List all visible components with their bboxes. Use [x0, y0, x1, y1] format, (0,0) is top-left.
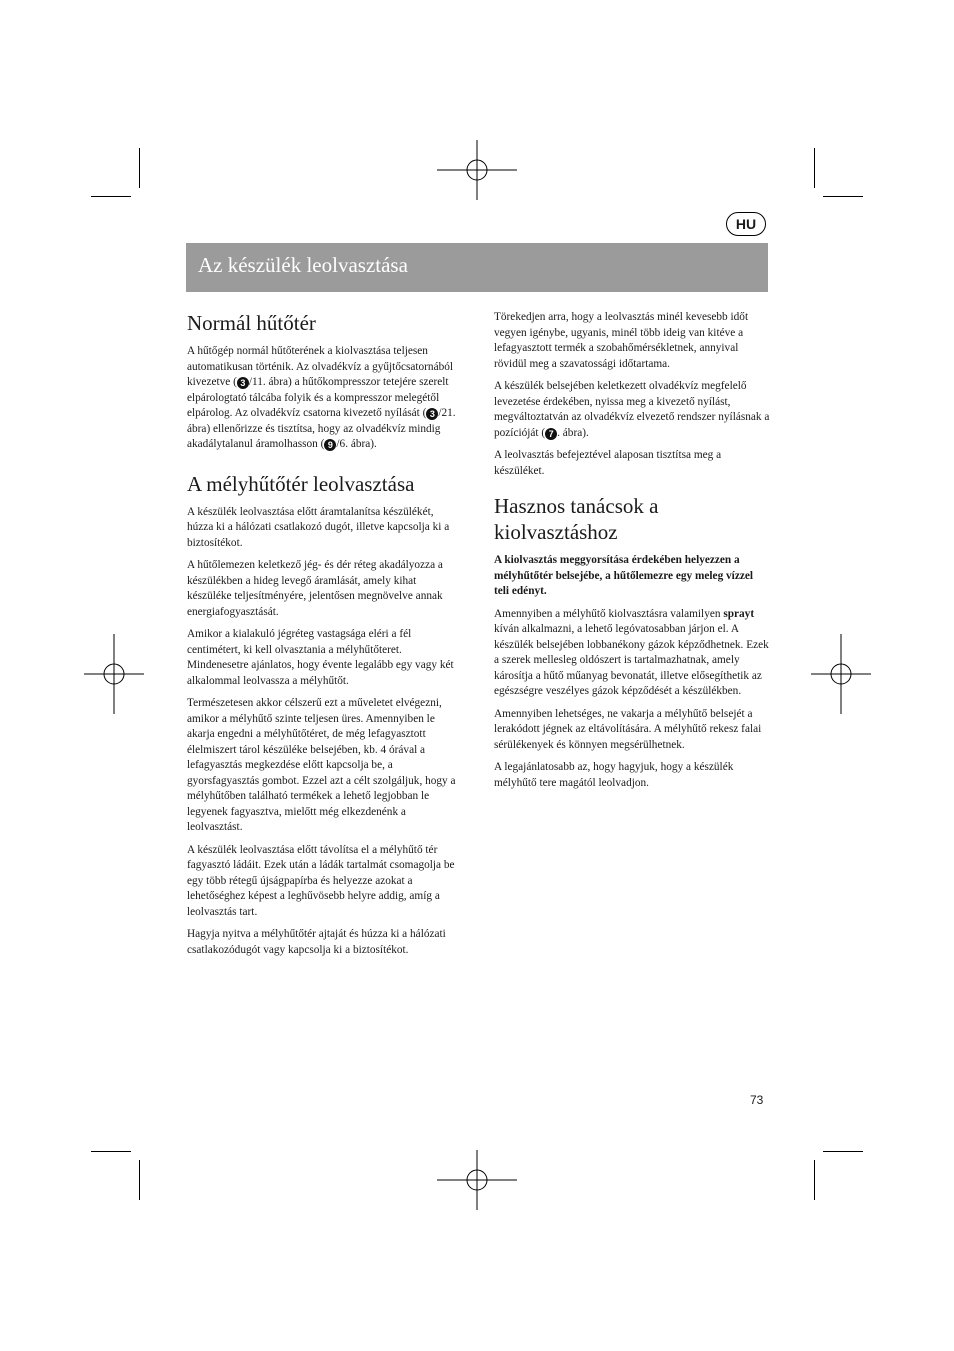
paragraph: [494, 607, 770, 700]
figure-number-icon: 7: [545, 428, 557, 440]
text: /11. ábra) a hűtőkompresszor tetejére szerelt elpárologtató tálcába folyik és a kompresszor melegétől elpárolog. Az olvadékvíz csatorna kivezető nyílását (: [187, 376, 449, 419]
text: /6. ábra).: [336, 438, 377, 450]
crop-mark: [814, 1160, 815, 1200]
text: . ábra).: [557, 426, 589, 439]
crop-mark: [91, 1151, 131, 1152]
left-column: [187, 310, 459, 965]
registration-mark-icon: [437, 130, 517, 210]
figure-number-icon: 9: [324, 439, 336, 451]
page-number: 73: [750, 1093, 764, 1107]
section-banner: [186, 243, 768, 292]
crop-mark: [823, 196, 863, 197]
text: A készülék belsejében keletkezett olvadékvíz megfelelő levezetése érdekében, nyissa meg a kivezető nyílást, megváltoztatván az olvadékvíz elvezető rendszer nyílásnak a pozícióját (: [494, 380, 770, 439]
paragraph: A hűtőlemezen keletkező jég- és dér réteg akadályozza a készülékben a hideg levegő áramlását, amely kihat készüléke teljesítményére, jelentősen megnövelve annak energiafogyasztását.: [187, 559, 443, 618]
paragraph: Természetesen akkor célszerű ezt a műveletet elvégezni, amikor a mélyhűtő szinte teljesen üres. Amennyiben le akarja engedni a mélyhűtőtéret, de még lefagyasztott élelmiszert tárol készüléke belsejében, kb. 4 órával a lefagyasztás megkezdése előtt kapcsolja be, a gyorsfagyasztás gombot. Ezzel azt a célt szolgáljuk, hogy a mélyhűtőben található termékek a lehető legjobban le legyenek fagyasztva, mielőtt még elkezdenénk a leolvasztást.: [187, 697, 456, 833]
heading-defrost-tips: Hasznos tanácsok a kiolvasztáshoz: [494, 494, 659, 544]
crop-mark: [139, 1160, 140, 1200]
paragraph: [187, 344, 459, 453]
crop-mark: [814, 148, 815, 188]
paragraph: A legajánlatosabb az, hogy hagyjuk, hogy a készülék mélyhűtő tere magától leolvadjon.: [494, 761, 734, 789]
paragraph: Amennyiben lehetséges, ne vakarja a mélyhűtő belsejét a lerakódott jégnek az eltávolítására. A mélyhűtő rekesz falai sérülékenyek és könnyen megsérülhetnek.: [494, 707, 762, 751]
paragraph: A készülék leolvasztása előtt távolítsa el a mélyhűtő tér fagyasztó ládáit. Ezek után a ládák tartalmát csomagolja be egy több rétegű újságpapírba és helyezze azokat a lehetőséghez képest a leghűvösebb helyre addig, amíg a leolvasztás tart.: [187, 843, 455, 918]
text: kíván alkalmazni, a lehető legóvatosabban járjon el. A készülék belsejében lobbanékony gázok képződhetnek. Ezek a szerek mellesleg oldószert is tartalmazhatnak, amely károsítja a hűtő műanyag bevonatát, illetve elősegíthetik az egészségre veszélyes gázok képződését a készülékben.: [494, 623, 769, 697]
heading-freezer-defrost: A mélyhűtőtér leolvasztása: [187, 471, 415, 496]
paragraph: A leolvasztás befejeztével alaposan tisztítsa meg a készüléket.: [494, 449, 722, 477]
paragraph: Törekedjen arra, hogy a leolvasztás minél kevesebb időt vegyen igénybe, ugyanis, minél több ideig van kitéve a lefagyasztott termék a szobahőmérsékletnek, annyival rövidül meg a szavatossági időtartama.: [494, 311, 749, 370]
heading-normal-fridge: Normál hűtőtér: [187, 311, 316, 335]
crop-mark: [823, 1151, 863, 1152]
registration-mark-icon: [437, 1140, 517, 1220]
registration-mark-icon: [801, 634, 881, 714]
page-title: Az készülék leolvasztása: [198, 253, 408, 277]
language-badge: HU: [726, 212, 766, 236]
paragraph: Hagyja nyitva a mélyhűtőtér ajtaját és húzza ki a hálózati csatlakozódugót vagy kapcsolja ki a biztosítékot.: [187, 928, 446, 956]
crop-mark: [139, 148, 140, 188]
paragraph: A készülék leolvasztása előtt áramtalanítsa készülékét, húzza ki a hálózati csatlakozó dugót, illetve kapcsolja ki a biztosítékot.: [187, 505, 450, 549]
crop-mark: [91, 196, 131, 197]
text: /21. ábra) ellenőrizze és tisztítsa, hogy az olvadékvíz mindig akadálytalanul áramolhasson (: [187, 407, 456, 450]
text: A hűtőgép normál hűtőterének a kiolvasztása teljesen automatikusan történik. Az olvadékvíz a gyűjtőcsatornából kivezetve (: [187, 345, 454, 388]
paragraph-bold: A kiolvasztás meggyorsítása érdekében helyezzen a mélyhűtőtér belsejébe, a hűtőlemezre egy meleg vízzel teli edényt.: [494, 554, 754, 597]
figure-number-icon: 3: [426, 408, 438, 420]
registration-mark-icon: [74, 634, 154, 714]
figure-number-icon: 3: [237, 377, 249, 389]
text: Amennyiben a mélyhűtő kiolvasztásra valamilyen: [494, 607, 724, 620]
paragraph: Amikor a kialakuló jégréteg vastagsága eléri a fél centimétert, ki kell olvasztania a mélyhűtőteret. Mindenesetre ajánlatos, hogy évente legalább egy vagy két alkalommal leolvassza a mélyhűtőt.: [187, 628, 454, 687]
paragraph: [494, 379, 770, 441]
text: sprayt: [723, 607, 755, 620]
right-column: [494, 310, 770, 798]
